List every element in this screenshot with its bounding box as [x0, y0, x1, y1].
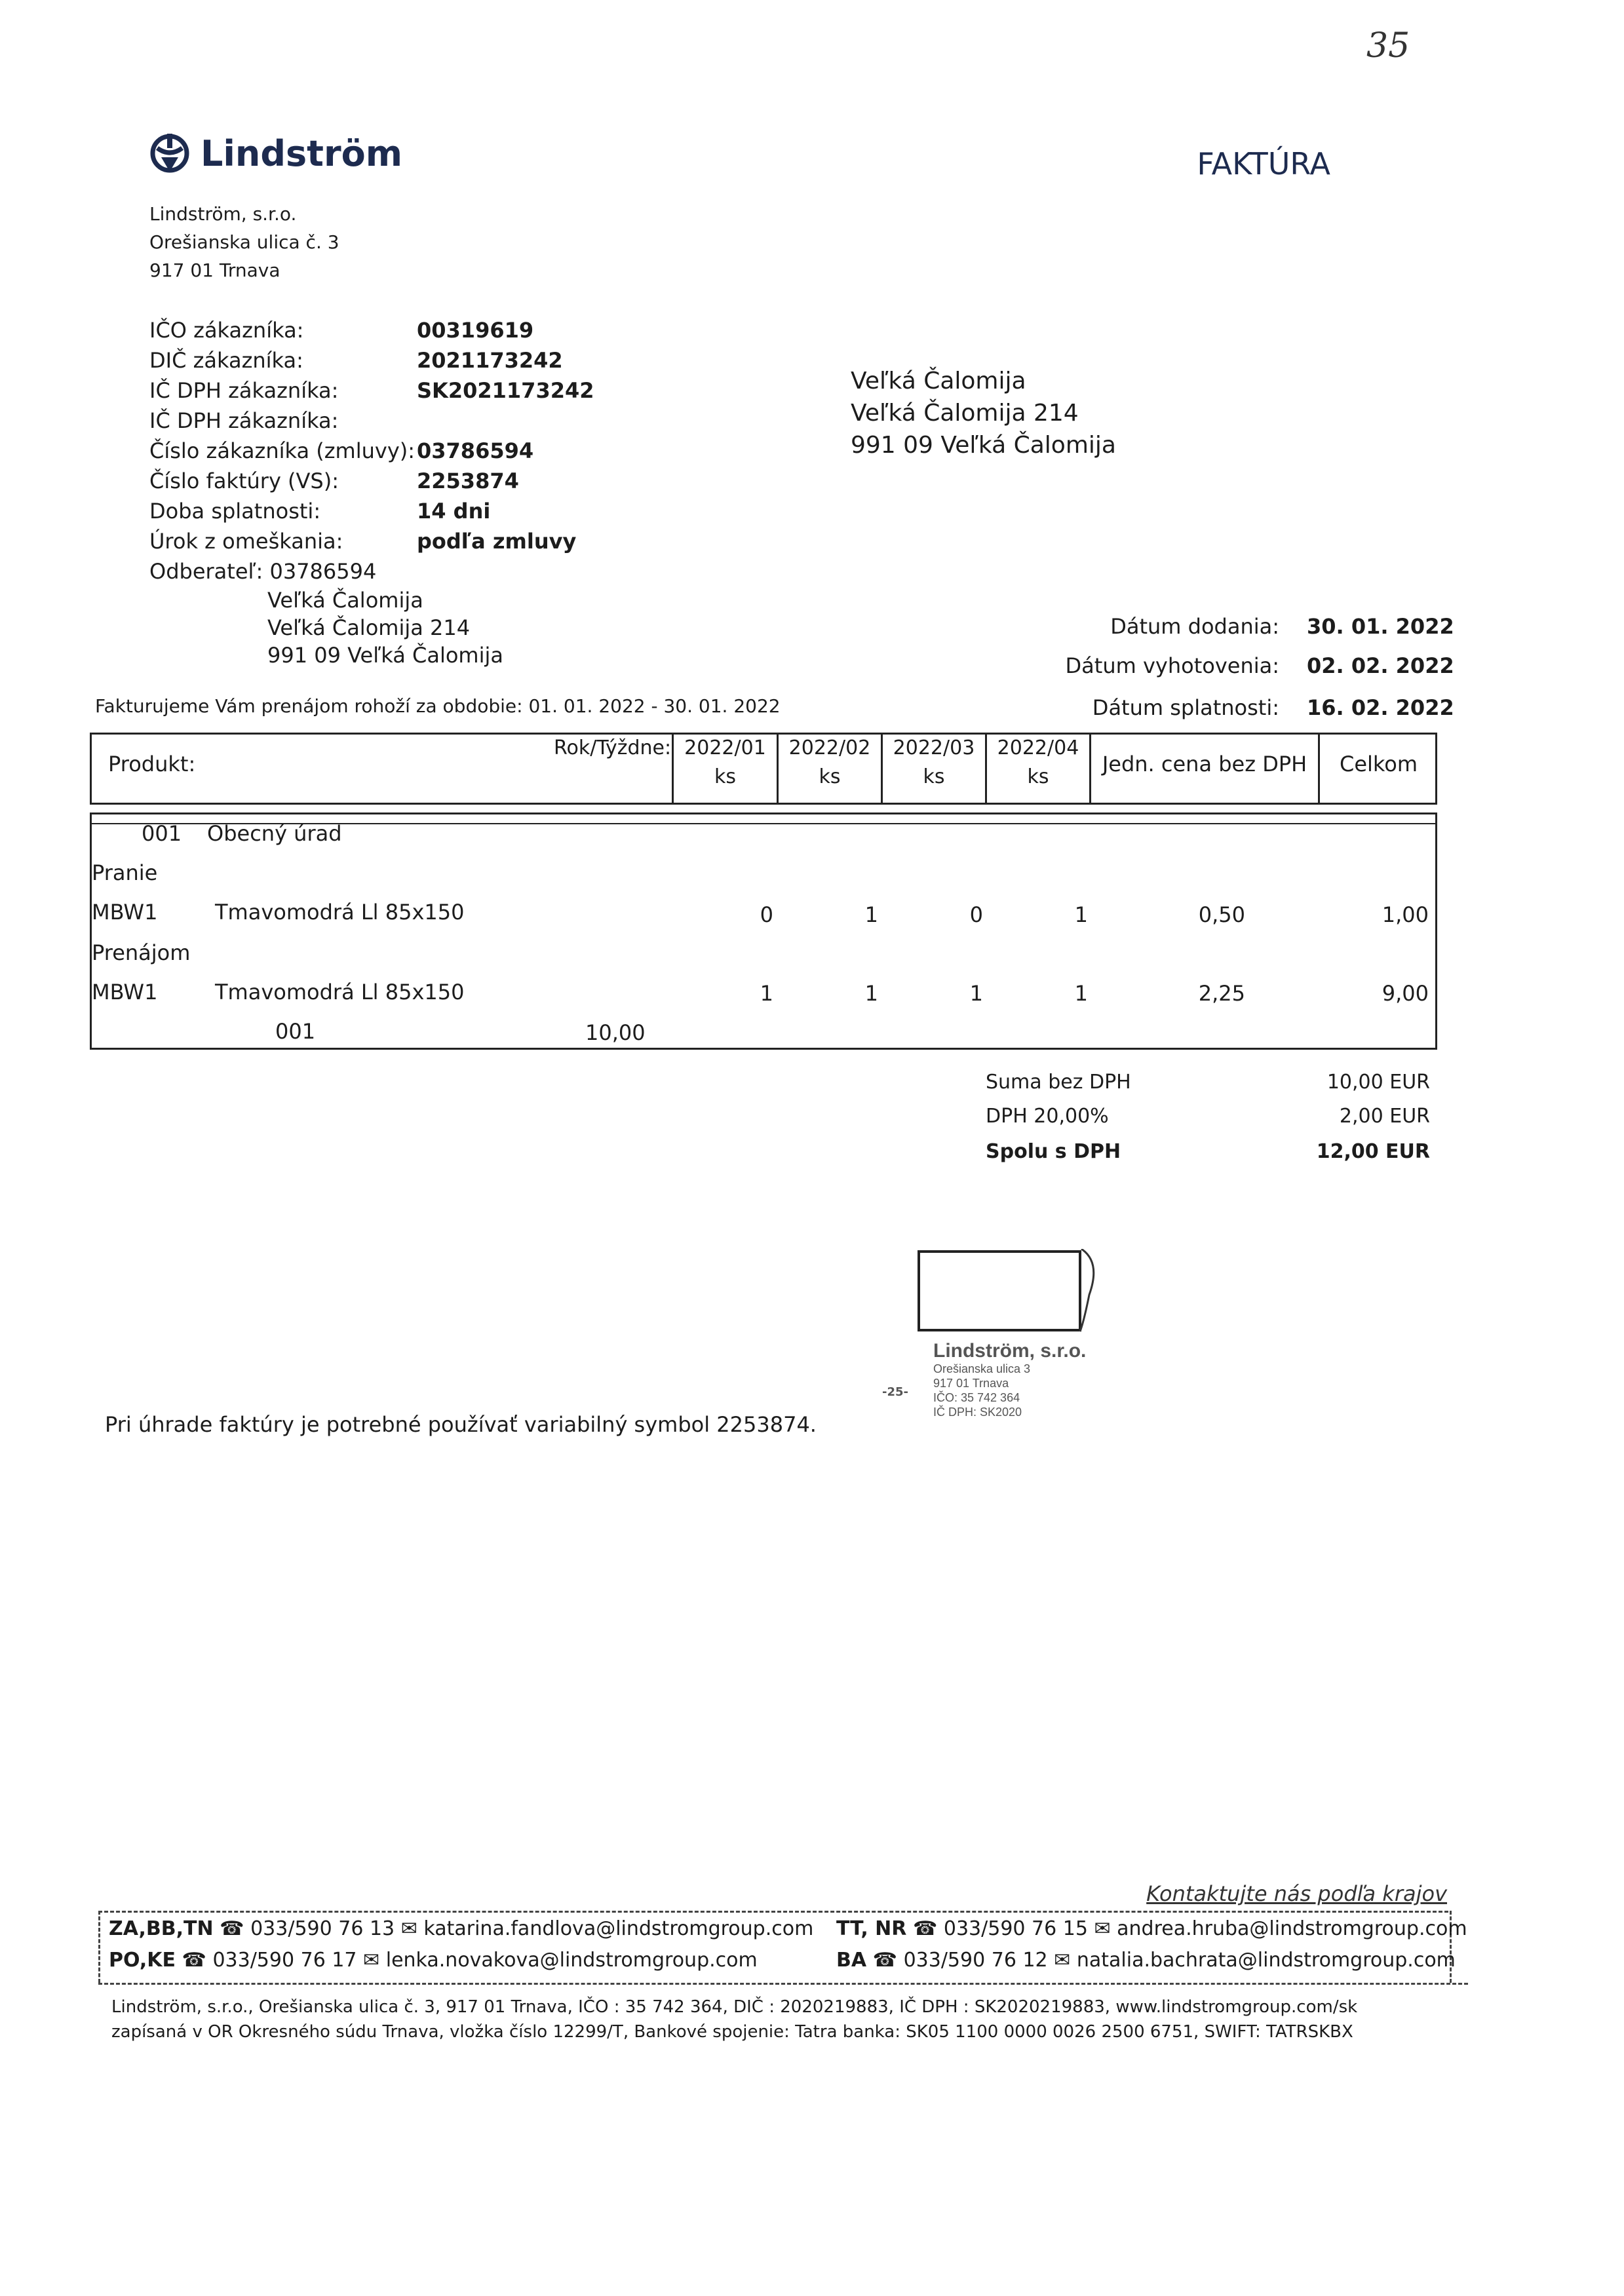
section-name: Obecný úrad [207, 821, 342, 846]
group-name: Pranie [92, 860, 158, 885]
payment-note: Pri úhrade faktúry je potrebné používať variabilný symbol 2253874. [105, 1412, 817, 1437]
product-column-header: Produkt: [108, 752, 196, 776]
table-row-unit-price: 0,50 [1198, 902, 1245, 927]
week-unit-2: ks [819, 765, 841, 788]
mail-icon: ✉ [400, 1917, 417, 1940]
week-header-2: 2022/02 [788, 737, 871, 759]
due-date-label: Dátum splatnosti: [1092, 695, 1279, 720]
table-row-week-1: 1 [760, 981, 773, 1006]
document-title: FAKTÚRA [1197, 146, 1330, 182]
contact-row: BA ☎ 033/590 76 12 ✉ natalia.bachrata@lindstromgroup.com [836, 1949, 1456, 1972]
vat-value: 2,00 EUR [1339, 1105, 1430, 1128]
phone-icon: ☎ [220, 1917, 244, 1940]
mail-icon: ✉ [1094, 1917, 1111, 1940]
grand-total-label: Spolu s DPH [986, 1140, 1121, 1163]
contact-row: ZA,BB,TN ☎ 033/590 76 13 ✉ katarina.fandlova@lindstromgroup.com [109, 1917, 814, 1940]
table-row-week-2: 1 [864, 981, 878, 1006]
issue-date-label: Dátum vyhotovenia: [1065, 653, 1279, 678]
field-row: DIČ zákazníka: 2021173242 [149, 348, 563, 373]
mail-icon: ✉ [1054, 1949, 1071, 1972]
week-header-3: 2022/03 [893, 737, 975, 759]
table-row-week-3: 1 [969, 981, 983, 1006]
recipient-street: Veľká Čalomija 214 [851, 400, 1079, 427]
signature-icon [1075, 1249, 1108, 1334]
weeks-column-header: Rok/Týždne: [554, 737, 672, 759]
table-row-week-2: 1 [864, 902, 878, 927]
week-unit-1: ks [714, 765, 736, 788]
field-row: IČ DPH zákazníka: SK2021173242 [149, 378, 594, 403]
table-row-description: Tmavomodrá Ll 85x150 [215, 980, 465, 1004]
delivery-date-value: 30. 01. 2022 [1307, 614, 1454, 639]
subtotal-code: 001 [275, 1019, 316, 1044]
company-logo-text: Lindström [201, 133, 402, 174]
field-row: Číslo faktúry (VS): 2253874 [149, 469, 519, 493]
contact-row: TT, NR ☎ 033/590 76 15 ✉ andrea.hruba@lindstromgroup.com [836, 1917, 1467, 1940]
table-row-code: MBW1 [92, 980, 158, 1004]
contact-row: PO,KE ☎ 033/590 76 17 ✉ lenka.novakova@lindstromgroup.com [109, 1949, 758, 1972]
consignee-label: Odberateľ: 03786594 [149, 559, 377, 584]
lindstrom-logo-icon [149, 131, 190, 176]
company-logo [149, 131, 190, 178]
consignee-city: 991 09 Veľká Čalomija [267, 643, 503, 668]
table-row-week-4: 1 [1074, 981, 1088, 1006]
company-name: Lindström, s.r.o. [149, 203, 297, 225]
field-row: Doba splatnosti: 14 dni [149, 499, 491, 524]
footer-registration-line: zapísaná v OR Okresného súdu Trnava, vložka číslo 12299/T, Bankové spojenie: Tatra banka: SK05 1100 0000 0026 2500 6751, SWIFT: TATRSKBX [111, 2022, 1353, 2042]
field-row: IČ DPH zákazníka: [149, 408, 339, 433]
recipient-city: 991 09 Veľká Čalomija [851, 432, 1116, 459]
table-row-week-3: 0 [969, 902, 983, 927]
mail-icon: ✉ [363, 1949, 380, 1972]
table-row-unit-price: 2,25 [1198, 981, 1245, 1006]
delivery-date-label: Dátum dodania: [1110, 614, 1279, 639]
section-code: 001 [142, 821, 182, 846]
net-sum-value: 10,00 EUR [1326, 1071, 1430, 1094]
recipient-name: Veľká Čalomija [851, 368, 1026, 394]
phone-icon: ☎ [912, 1917, 938, 1940]
phone-icon: ☎ [872, 1949, 898, 1972]
table-row-code: MBW1 [92, 900, 158, 925]
week-header-4: 2022/04 [997, 737, 1079, 759]
issue-date-value: 02. 02. 2022 [1307, 653, 1454, 678]
week-unit-3: ks [923, 765, 945, 788]
table-row-total: 1,00 [1382, 902, 1429, 927]
company-city: 917 01 Trnava [149, 259, 280, 281]
table-row-week-1: 0 [760, 902, 773, 927]
contact-heading: Kontaktujte nás podľa krajov [1146, 1881, 1447, 1906]
total-column-header: Celkom [1339, 752, 1418, 776]
table-row-total: 9,00 [1382, 981, 1429, 1006]
table-body [90, 813, 1437, 1050]
week-header-1: 2022/01 [684, 737, 766, 759]
unit-price-column-header: Jedn. cena bez DPH [1102, 752, 1307, 776]
table-row-week-4: 1 [1074, 902, 1088, 927]
due-date-value: 16. 02. 2022 [1307, 695, 1454, 720]
stamp-number: -25- [882, 1385, 908, 1399]
net-sum-label: Suma bez DPH [986, 1071, 1131, 1094]
grand-total-value: 12,00 EUR [1316, 1140, 1430, 1163]
footer-company-line: Lindström, s.r.o., Orešianska ulica č. 3, 917 01 Trnava, IČO : 35 742 364, DIČ : 2020219883, IČ DPH : SK2020219883, www.lindstromgroup.com/sk [111, 1997, 1358, 2017]
field-row: IČO zákazníka: 00319619 [149, 318, 534, 343]
billing-period-text: Fakturujeme Vám prenájom rohoží za obdobie: 01. 01. 2022 - 30. 01. 2022 [95, 695, 781, 717]
company-stamp: Lindström, s.r.o. Orešianska ulica 3 917 01 Trnava IČO: 35 742 364 IČ DPH: SK2020 [933, 1340, 1087, 1419]
signature-box [918, 1250, 1081, 1331]
phone-icon: ☎ [182, 1949, 206, 1972]
group-name: Prenájom [92, 940, 191, 965]
table-row-description: Tmavomodrá Ll 85x150 [215, 900, 465, 925]
customer-fields [149, 316, 594, 557]
company-street: Orešianska ulica č. 3 [149, 231, 339, 253]
field-row: Číslo zákazníka (zmluvy):03786594 [149, 438, 534, 463]
subtotal-value: 10,00 [585, 1020, 646, 1045]
field-row: Úrok z omeškania: podľa zmluvy [149, 529, 577, 554]
vat-label: DPH 20,00% [986, 1105, 1109, 1128]
handwritten-page-number: 35 [1366, 26, 1410, 66]
consignee-name: Veľká Čalomija [267, 588, 423, 613]
consignee-street: Veľká Čalomija 214 [267, 615, 471, 640]
week-unit-4: ks [1027, 765, 1049, 788]
